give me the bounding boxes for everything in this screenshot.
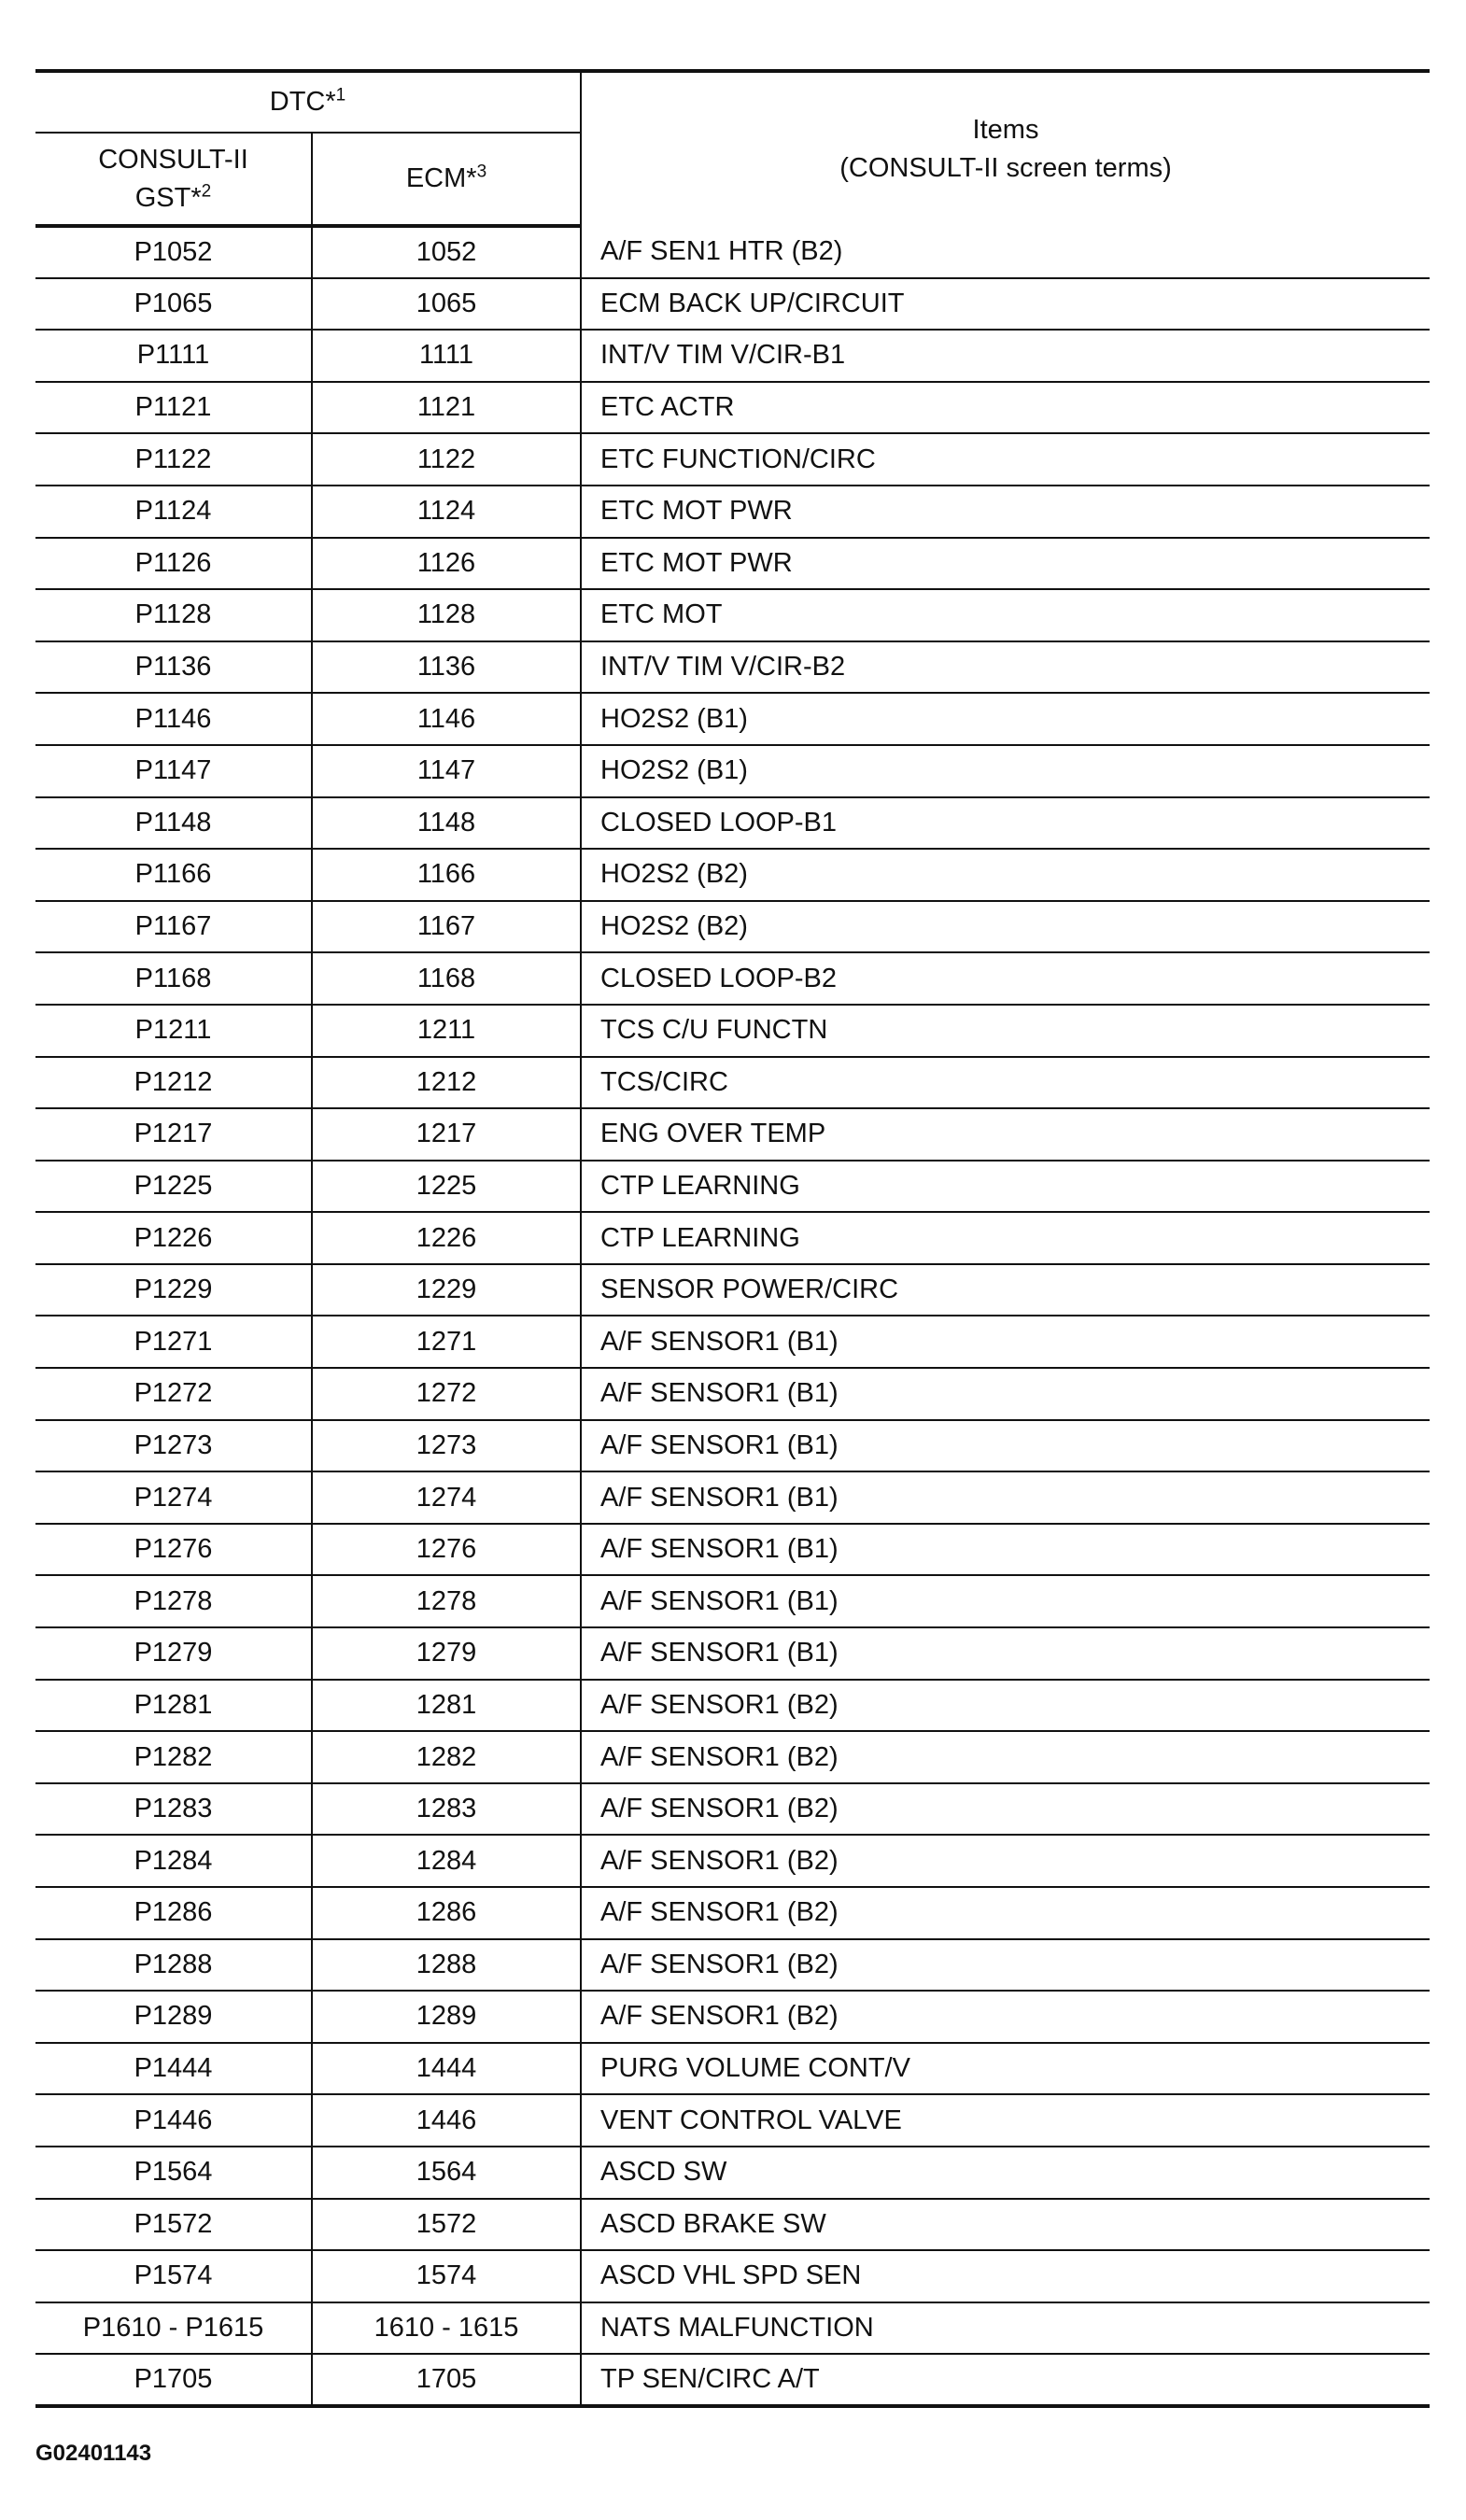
table-row xyxy=(35,1161,1430,1213)
dtc-code-cell: P1225 xyxy=(35,1161,312,1213)
item-cell: CLOSED LOOP-B1 xyxy=(581,797,1430,850)
ecm-code-cell: 1272 xyxy=(312,1368,581,1420)
table-row xyxy=(35,226,1430,278)
dtc-code-cell: P1271 xyxy=(35,1316,312,1368)
table-row xyxy=(35,382,1430,434)
dtc-code-cell: P1122 xyxy=(35,433,312,486)
dtc-code-cell: P1166 xyxy=(35,849,312,901)
dtc-code-cell: P1217 xyxy=(35,1108,312,1161)
table-row xyxy=(35,797,1430,850)
dtc-code-cell: P1279 xyxy=(35,1627,312,1680)
table-row xyxy=(35,2199,1430,2251)
item-cell: ETC FUNCTION/CIRC xyxy=(581,433,1430,486)
dtc-code-cell: P1121 xyxy=(35,382,312,434)
item-cell: VENT CONTROL VALVE xyxy=(581,2094,1430,2147)
dtc-code-cell: P1065 xyxy=(35,278,312,331)
dtc-code-cell: P1212 xyxy=(35,1057,312,1109)
consult-header-line1: CONSULT-II xyxy=(98,144,248,175)
ecm-code-cell: 1283 xyxy=(312,1783,581,1836)
dtc-code-cell: P1274 xyxy=(35,1471,312,1524)
table-row xyxy=(35,1368,1430,1420)
ecm-code-cell: 1289 xyxy=(312,1991,581,2043)
items-header-line2: (CONSULT-II screen terms) xyxy=(839,153,1172,183)
dtc-code-cell: P1276 xyxy=(35,1524,312,1576)
ecm-code-cell: 1282 xyxy=(312,1731,581,1783)
item-cell: NATS MALFUNCTION xyxy=(581,2302,1430,2355)
dtc-code-cell: P1136 xyxy=(35,641,312,694)
item-cell: ASCD BRAKE SW xyxy=(581,2199,1430,2251)
table-header xyxy=(35,71,1430,226)
table-row xyxy=(35,1939,1430,1992)
table-row xyxy=(35,1991,1430,2043)
item-cell: A/F SENSOR1 (B2) xyxy=(581,1991,1430,2043)
ecm-code-cell: 1705 xyxy=(312,2354,581,2406)
ecm-code-cell: 1211 xyxy=(312,1005,581,1057)
table-row xyxy=(35,330,1430,382)
item-cell: A/F SENSOR1 (B1) xyxy=(581,1575,1430,1627)
item-cell: ECM BACK UP/CIRCUIT xyxy=(581,278,1430,331)
table-row xyxy=(35,1680,1430,1732)
item-cell: PURG VOLUME CONT/V xyxy=(581,2043,1430,2095)
item-cell: A/F SENSOR1 (B1) xyxy=(581,1524,1430,1576)
ecm-code-cell: 1286 xyxy=(312,1887,581,1939)
ecm-code-cell: 1610 - 1615 xyxy=(312,2302,581,2355)
item-cell: A/F SENSOR1 (B2) xyxy=(581,1939,1430,1992)
ecm-code-cell: 1122 xyxy=(312,433,581,486)
ecm-code-cell: 1288 xyxy=(312,1939,581,1992)
item-cell: ASCD VHL SPD SEN xyxy=(581,2250,1430,2302)
ecm-code-cell: 1276 xyxy=(312,1524,581,1576)
ecm-code-cell: 1574 xyxy=(312,2250,581,2302)
dtc-code-cell: P1284 xyxy=(35,1835,312,1887)
ecm-code-cell: 1147 xyxy=(312,745,581,797)
dtc-code-cell: P1288 xyxy=(35,1939,312,1992)
item-cell: A/F SENSOR1 (B1) xyxy=(581,1368,1430,1420)
ecm-code-cell: 1274 xyxy=(312,1471,581,1524)
table-row xyxy=(35,2043,1430,2095)
ecm-code-cell: 1168 xyxy=(312,952,581,1005)
ecm-header-label: ECM*$^3$ xyxy=(405,162,487,194)
items-header-line1: Items xyxy=(972,115,1039,146)
item-cell: A/F SENSOR1 (B2) xyxy=(581,1783,1430,1836)
table-row xyxy=(35,1005,1430,1057)
dtc-code-cell: P1167 xyxy=(35,901,312,953)
ecm-code-cell: 1111 xyxy=(312,330,581,382)
dtc-code-cell: P1444 xyxy=(35,2043,312,2095)
item-cell: HO2S2 (B1) xyxy=(581,693,1430,745)
table-row xyxy=(35,278,1430,331)
dtc-code-cell: P1564 xyxy=(35,2147,312,2199)
table-row xyxy=(35,538,1430,590)
ecm-code-cell: 1273 xyxy=(312,1420,581,1472)
item-cell: HO2S2 (B2) xyxy=(581,849,1430,901)
table-row xyxy=(35,2147,1430,2199)
dtc-code-cell: P1273 xyxy=(35,1420,312,1472)
dtc-code-cell: P1574 xyxy=(35,2250,312,2302)
ecm-code-cell: 1167 xyxy=(312,901,581,953)
ecm-code-cell: 1121 xyxy=(312,382,581,434)
ecm-code-cell: 1278 xyxy=(312,1575,581,1627)
dtc-code-cell: P1289 xyxy=(35,1991,312,2043)
dtc-code-cell: P1283 xyxy=(35,1783,312,1836)
table-row xyxy=(35,1108,1430,1161)
dtc-code-cell: P1282 xyxy=(35,1731,312,1783)
dtc-code-cell: P1446 xyxy=(35,2094,312,2147)
table-row xyxy=(35,2094,1430,2147)
ecm-code-cell: 1271 xyxy=(312,1316,581,1368)
item-cell: A/F SENSOR1 (B2) xyxy=(581,1680,1430,1732)
ecm-code-cell: 1229 xyxy=(312,1264,581,1316)
table-row xyxy=(35,901,1430,953)
ecm-code-cell: 1148 xyxy=(312,797,581,850)
ecm-code-cell: 1225 xyxy=(312,1161,581,1213)
figure-id: G02401143 xyxy=(35,2441,152,2466)
ecm-code-cell: 1444 xyxy=(312,2043,581,2095)
dtc-code-cell: P1226 xyxy=(35,1212,312,1264)
dtc-code-cell: P1281 xyxy=(35,1680,312,1732)
dtc-code-cell: P1148 xyxy=(35,797,312,850)
item-cell: ETC MOT PWR xyxy=(581,538,1430,590)
ecm-code-cell: 1226 xyxy=(312,1212,581,1264)
item-cell: HO2S2 (B1) xyxy=(581,745,1430,797)
table-row xyxy=(35,1264,1430,1316)
item-cell: TCS/CIRC xyxy=(581,1057,1430,1109)
item-cell: INT/V TIM V/CIR-B1 xyxy=(581,330,1430,382)
item-cell: A/F SENSOR1 (B1) xyxy=(581,1420,1430,1472)
ecm-code-cell: 1284 xyxy=(312,1835,581,1887)
item-cell: ENG OVER TEMP xyxy=(581,1108,1430,1161)
dtc-code-cell: P1286 xyxy=(35,1887,312,1939)
dtc-code-cell: P1126 xyxy=(35,538,312,590)
table-row xyxy=(35,589,1430,641)
dtc-code-cell: P1229 xyxy=(35,1264,312,1316)
ecm-code-cell: 1166 xyxy=(312,849,581,901)
item-cell: HO2S2 (B2) xyxy=(581,901,1430,953)
consult-header-line2: GST*$^2$ xyxy=(134,180,212,213)
table-row xyxy=(35,745,1430,797)
ecm-code-cell: 1446 xyxy=(312,2094,581,2147)
dtc-code-cell: P1211 xyxy=(35,1005,312,1057)
ecm-code-cell: 1124 xyxy=(312,486,581,538)
dtc-group-label: DTC*$^1$ xyxy=(269,85,346,118)
table-row xyxy=(35,1731,1430,1783)
ecm-code-cell: 1065 xyxy=(312,278,581,331)
ecm-header xyxy=(312,133,581,226)
dtc-code-cell: P1052 xyxy=(35,226,312,278)
item-cell: TP SEN/CIRC A/T xyxy=(581,2354,1430,2406)
table-row xyxy=(35,2354,1430,2406)
items-header xyxy=(581,71,1430,226)
ecm-code-cell: 1217 xyxy=(312,1108,581,1161)
table-row xyxy=(35,952,1430,1005)
item-cell: A/F SENSOR1 (B1) xyxy=(581,1471,1430,1524)
ecm-code-cell: 1136 xyxy=(312,641,581,694)
item-cell: CTP LEARNING xyxy=(581,1212,1430,1264)
table-row xyxy=(35,1471,1430,1524)
table-row xyxy=(35,1835,1430,1887)
table-row xyxy=(35,433,1430,486)
dtc-code-cell: P1147 xyxy=(35,745,312,797)
dtc-group-header xyxy=(35,71,581,133)
dtc-code-cell: P1272 xyxy=(35,1368,312,1420)
table-row xyxy=(35,1420,1430,1472)
ecm-code-cell: 1572 xyxy=(312,2199,581,2251)
item-cell: ETC MOT xyxy=(581,589,1430,641)
item-cell: ASCD SW xyxy=(581,2147,1430,2199)
item-cell: ETC MOT PWR xyxy=(581,486,1430,538)
ecm-code-cell: 1052 xyxy=(312,226,581,278)
dtc-code-cell: P1124 xyxy=(35,486,312,538)
ecm-code-cell: 1126 xyxy=(312,538,581,590)
table-row xyxy=(35,1575,1430,1627)
dtc-code-cell: P1278 xyxy=(35,1575,312,1627)
table-row xyxy=(35,1887,1430,1939)
table-row xyxy=(35,1627,1430,1680)
table-row xyxy=(35,641,1430,694)
dtc-table xyxy=(35,69,1430,2408)
dtc-code-cell: P1111 xyxy=(35,330,312,382)
item-cell: ETC ACTR xyxy=(581,382,1430,434)
dtc-code-cell: P1610 - P1615 xyxy=(35,2302,312,2355)
table-row xyxy=(35,1212,1430,1264)
ecm-code-cell: 1279 xyxy=(312,1627,581,1680)
item-cell: TCS C/U FUNCTN xyxy=(581,1005,1430,1057)
table-row xyxy=(35,2250,1430,2302)
dtc-code-cell: P1128 xyxy=(35,589,312,641)
ecm-code-cell: 1146 xyxy=(312,693,581,745)
item-cell: A/F SENSOR1 (B1) xyxy=(581,1316,1430,1368)
item-cell: A/F SENSOR1 (B1) xyxy=(581,1627,1430,1680)
item-cell: A/F SENSOR1 (B2) xyxy=(581,1731,1430,1783)
item-cell: A/F SENSOR1 (B2) xyxy=(581,1887,1430,1939)
ecm-code-cell: 1281 xyxy=(312,1680,581,1732)
item-cell: CTP LEARNING xyxy=(581,1161,1430,1213)
table-row xyxy=(35,1524,1430,1576)
dtc-code-cell: P1168 xyxy=(35,952,312,1005)
item-cell: A/F SEN1 HTR (B2) xyxy=(581,226,1430,278)
item-cell: INT/V TIM V/CIR-B2 xyxy=(581,641,1430,694)
table-row xyxy=(35,1316,1430,1368)
ecm-code-cell: 1564 xyxy=(312,2147,581,2199)
table-row xyxy=(35,486,1430,538)
dtc-code-cell: P1146 xyxy=(35,693,312,745)
table-body xyxy=(35,226,1430,2406)
dtc-code-cell: P1705 xyxy=(35,2354,312,2406)
item-cell: A/F SENSOR1 (B2) xyxy=(581,1835,1430,1887)
table-row xyxy=(35,1783,1430,1836)
consult-gst-header xyxy=(35,133,312,226)
table-row xyxy=(35,2302,1430,2355)
table-row xyxy=(35,1057,1430,1109)
ecm-code-cell: 1212 xyxy=(312,1057,581,1109)
table-row xyxy=(35,849,1430,901)
item-cell: CLOSED LOOP-B2 xyxy=(581,952,1430,1005)
ecm-code-cell: 1128 xyxy=(312,589,581,641)
item-cell: SENSOR POWER/CIRC xyxy=(581,1264,1430,1316)
table-row xyxy=(35,693,1430,745)
dtc-code-cell: P1572 xyxy=(35,2199,312,2251)
